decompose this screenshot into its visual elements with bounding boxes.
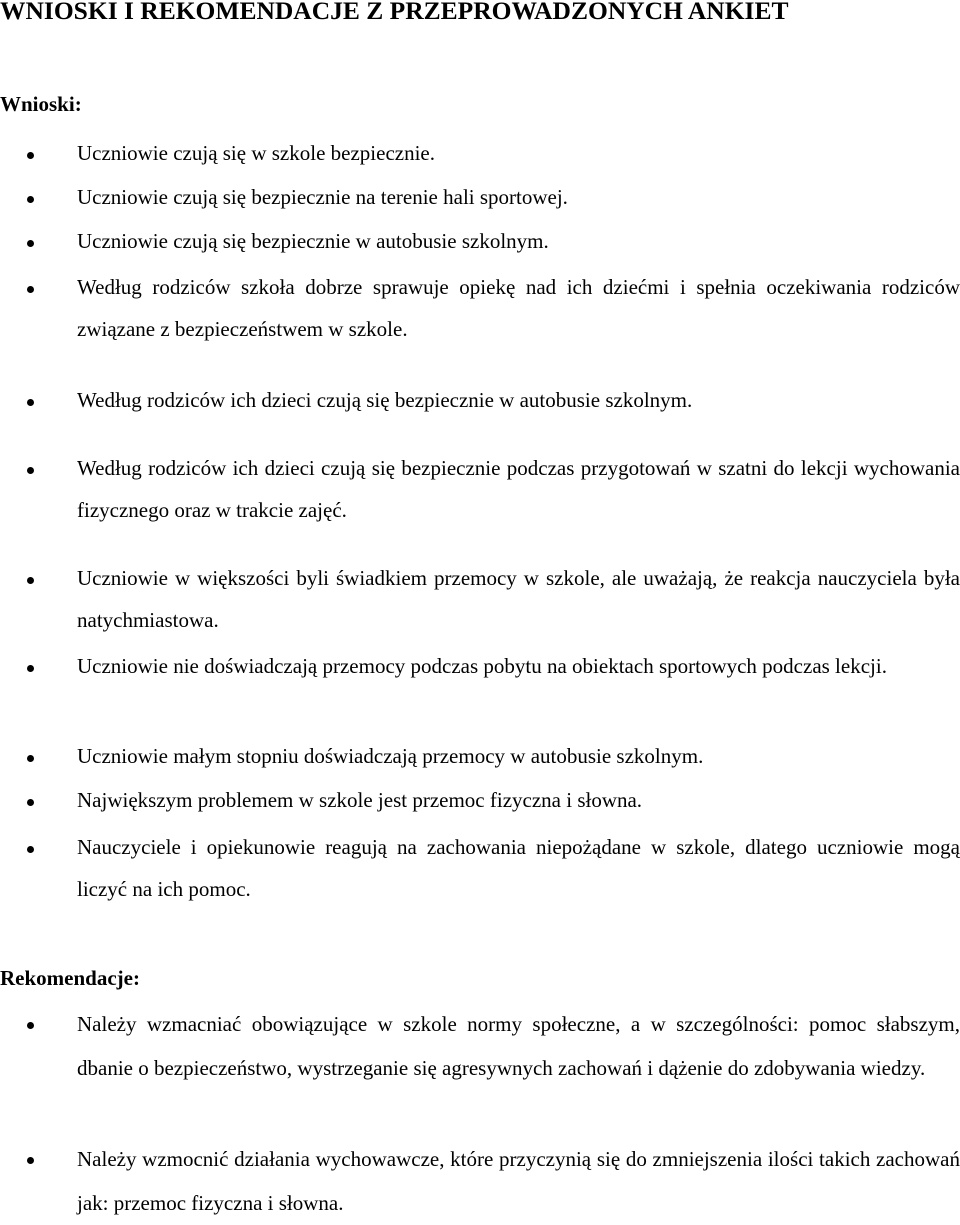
bullet-icon bbox=[27, 286, 34, 293]
conclusion-text: Nauczyciele i opiekunowie reagują na zachowania niepożądane w szkole, dlatego uczniowie mogą liczyć na ich pomoc. bbox=[77, 835, 960, 901]
bullet-icon bbox=[27, 399, 34, 406]
conclusion-text: Według rodziców szkoła dobrze sprawuje opiekę nad ich dziećmi i spełnia oczekiwania rodziców związane z bezpieczeństwem w szkole. bbox=[77, 275, 960, 341]
conclusion-text: Uczniowie w większości byli świadkiem przemocy w szkole, ale uważają, że reakcja nauczyciela była natychmiastowa. bbox=[77, 566, 960, 632]
conclusion-text: Uczniowie czują się bezpiecznie na terenie hali sportowej. bbox=[77, 185, 568, 209]
conclusion-text: Według rodziców ich dzieci czują się bezpiecznie w autobusie szkolnym. bbox=[77, 388, 693, 412]
bullet-icon bbox=[27, 846, 34, 853]
bullet-icon bbox=[27, 755, 34, 762]
conclusion-text: Największym problemem w szkole jest przemoc fizyczna i słowna. bbox=[77, 788, 643, 812]
bullet-icon bbox=[27, 240, 34, 247]
conclusion-text: Uczniowie czują się bezpiecznie w autobusie szkolnym. bbox=[77, 229, 549, 253]
recommendations-heading: Rekomendacje: bbox=[0, 966, 140, 990]
bullet-icon bbox=[27, 799, 34, 806]
conclusion-text: Uczniowie czują się w szkole bezpiecznie. bbox=[77, 141, 435, 165]
document-title: WNIOSKI I REKOMENDACJE Z PRZEPROWADZONYCH ANKIET bbox=[0, 0, 789, 25]
bullet-icon bbox=[27, 1022, 34, 1029]
bullet-icon bbox=[27, 196, 34, 203]
bullet-icon bbox=[27, 577, 34, 584]
bullet-icon bbox=[27, 1157, 34, 1164]
conclusion-text: Uczniowie małym stopniu doświadczają przemocy w autobusie szkolnym. bbox=[77, 744, 704, 768]
conclusions-heading: Wnioski: bbox=[0, 92, 82, 116]
bullet-icon bbox=[27, 665, 34, 672]
conclusion-text: Uczniowie nie doświadczają przemocy podczas pobytu na obiektach sportowych podczas lekcji. bbox=[77, 654, 887, 678]
recommendation-text: Należy wzmacniać obowiązujące w szkole normy społeczne, a w szczególności: pomoc słabszym, dbanie o bezpieczeństwo, wystrzeganie się agresywnych zachowań i dążenie do zdobywania wiedzy. bbox=[77, 1012, 960, 1080]
bullet-icon bbox=[27, 467, 34, 474]
recommendation-text: Należy wzmocnić działania wychowawcze, które przyczynią się do zmniejszenia ilości takich zachowań jak: przemoc fizyczna i słowna. bbox=[77, 1147, 960, 1215]
bullet-icon bbox=[27, 152, 34, 159]
conclusion-text: Według rodziców ich dzieci czują się bezpiecznie podczas przygotowań w szatni do lekcji wychowania fizycznego oraz w trakcie zajęć. bbox=[77, 456, 960, 522]
